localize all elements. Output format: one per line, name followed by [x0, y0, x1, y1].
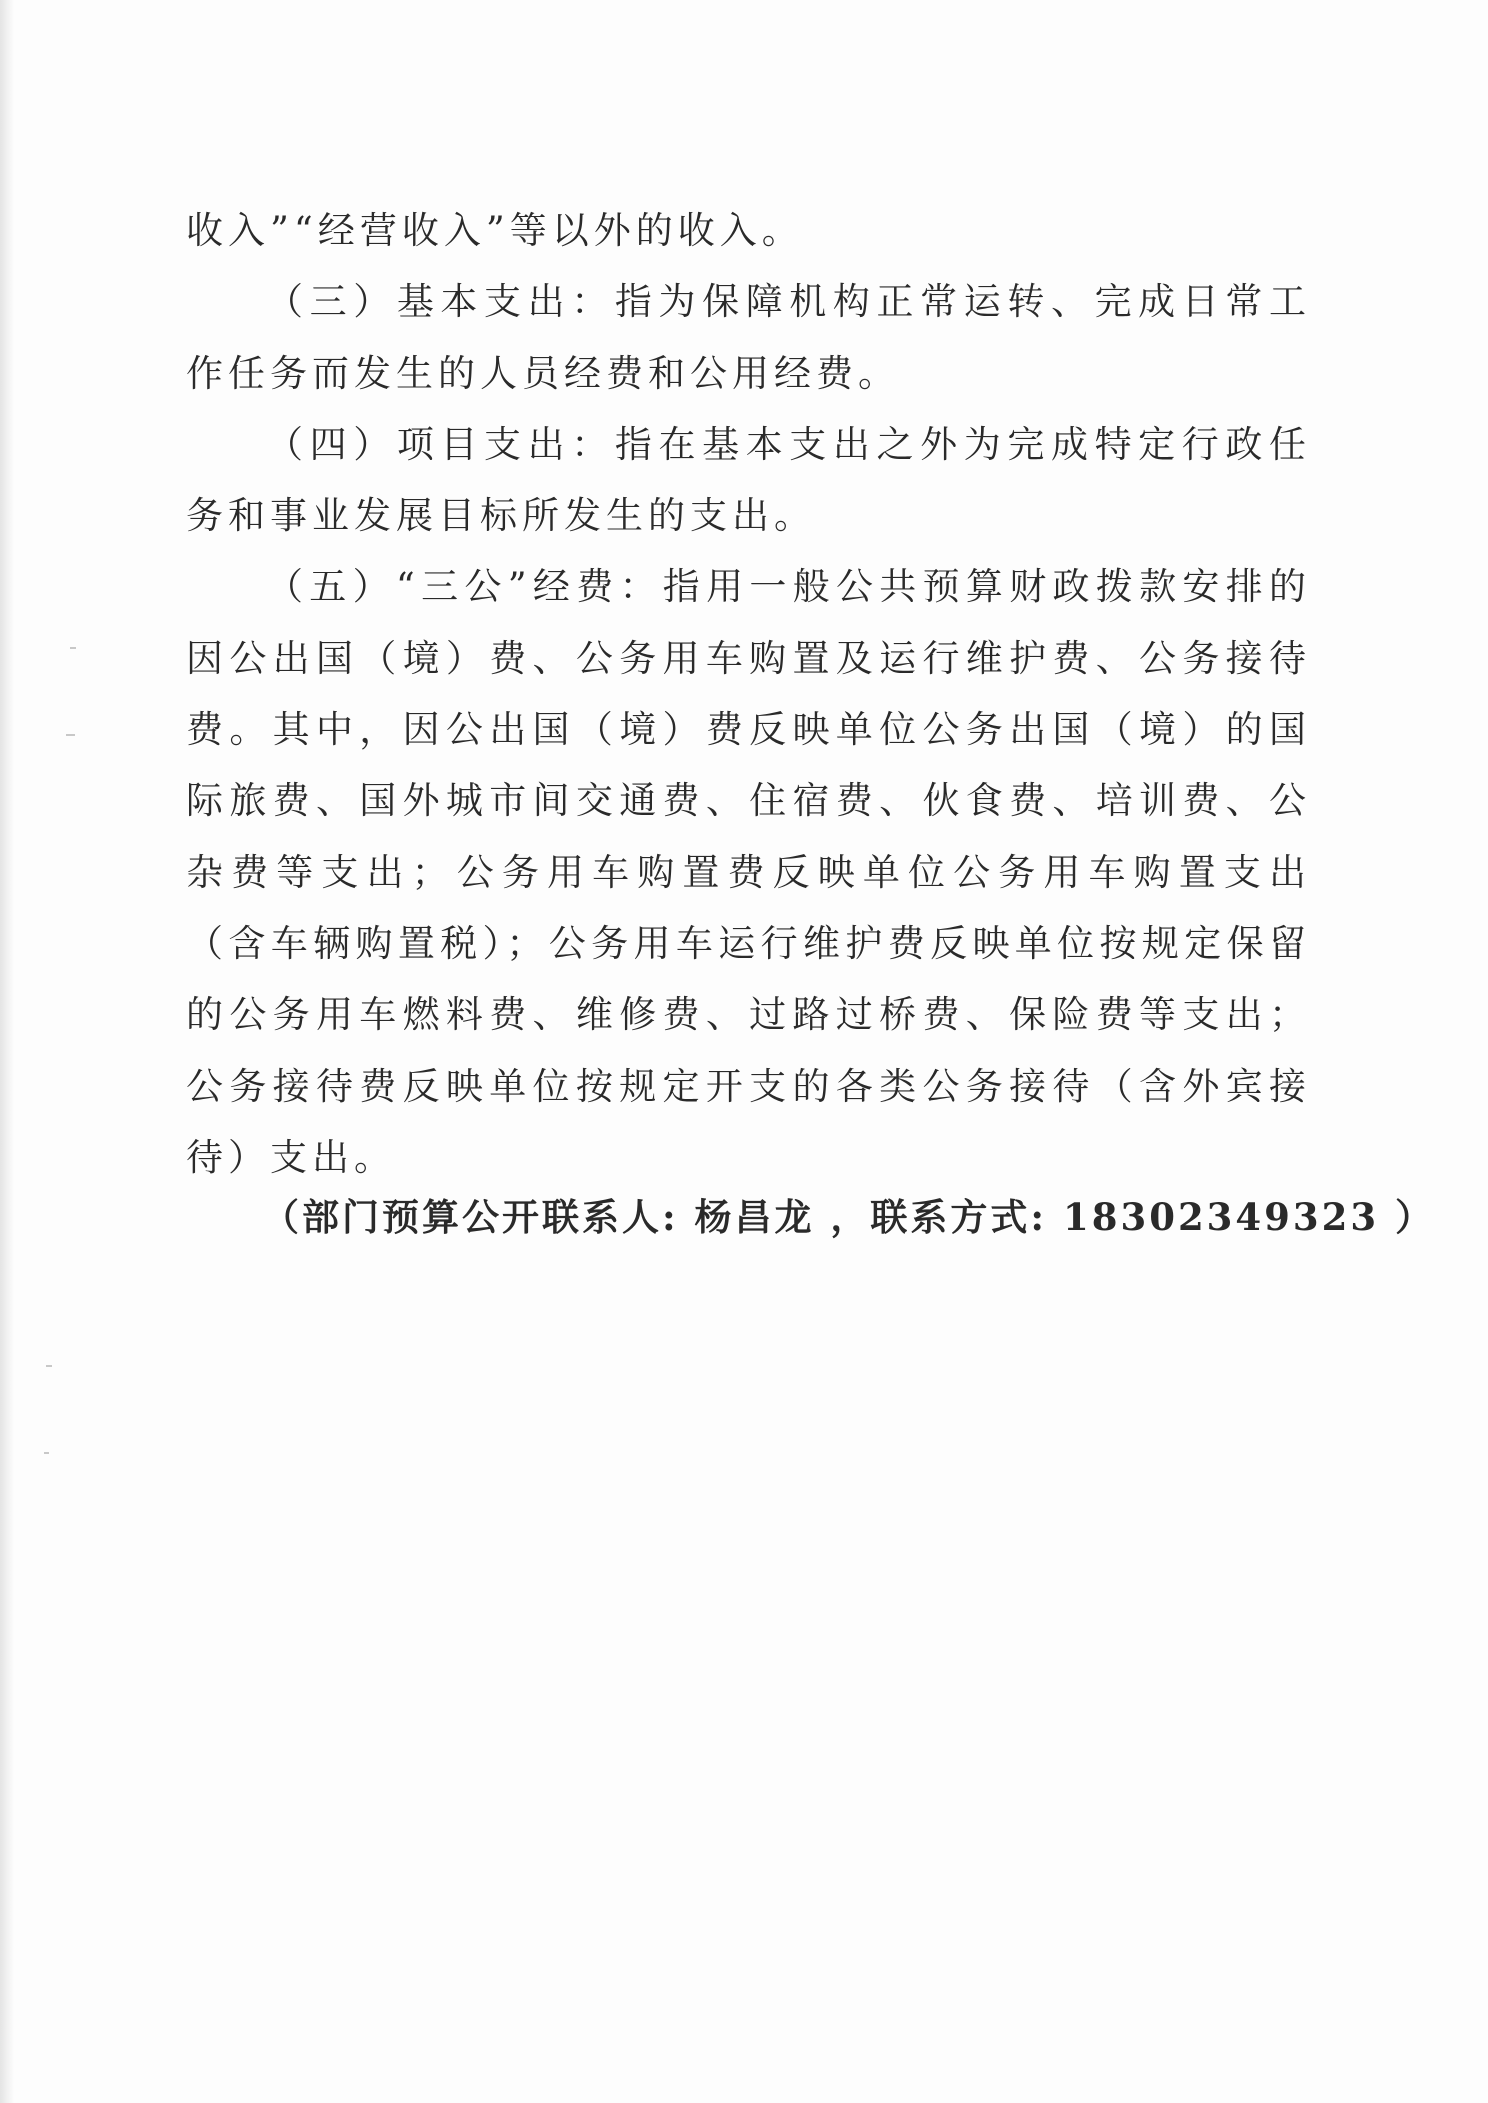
document-body: [186, 195, 1311, 1193]
paragraph-basic-expenditure: （三）基本支出：指为保障机构正常运转、完成日常工作任务而发生的人员经费和公用经费。: [186, 280, 1311, 395]
scan-mark: [70, 647, 76, 649]
paragraph-three-public-funds: （五）“三公”经费：指用一般公共预算财政拨款安排的因公出国（境）费、公务用车购置及运行维护费、公务接待费。其中，因公出国（境）费反映单位公务出国（境）的国际旅费、国外城市间交通费、住宿费、伙食费、培训费、公杂费等支出；公务用车购置费反映单位公务用车购置支出（含车辆购置税）；公务用车运行维护费反映单位按规定保留的公务用车燃料费、维修费、过路过桥费、保险费等支出；公务接待费反映单位按规定开支的各类公务接待（含外宾接待）支出。: [186, 565, 1311, 1179]
scan-mark: [46, 1365, 52, 1367]
scan-mark: [66, 734, 75, 736]
contact-line: （部门预算公开联系人: 杨昌龙 ，联系方式: 18302349323 ）: [262, 1195, 1436, 1239]
paragraph-project-expenditure: （四）项目支出：指在基本支出之外为完成特定行政任务和事业发展目标所发生的支出。: [186, 422, 1311, 538]
scan-mark: [44, 1452, 49, 1454]
scan-edge-shadow: [0, 0, 14, 2103]
paragraph-continuation: 收入”“经营收入”等以外的收入。: [186, 209, 804, 252]
